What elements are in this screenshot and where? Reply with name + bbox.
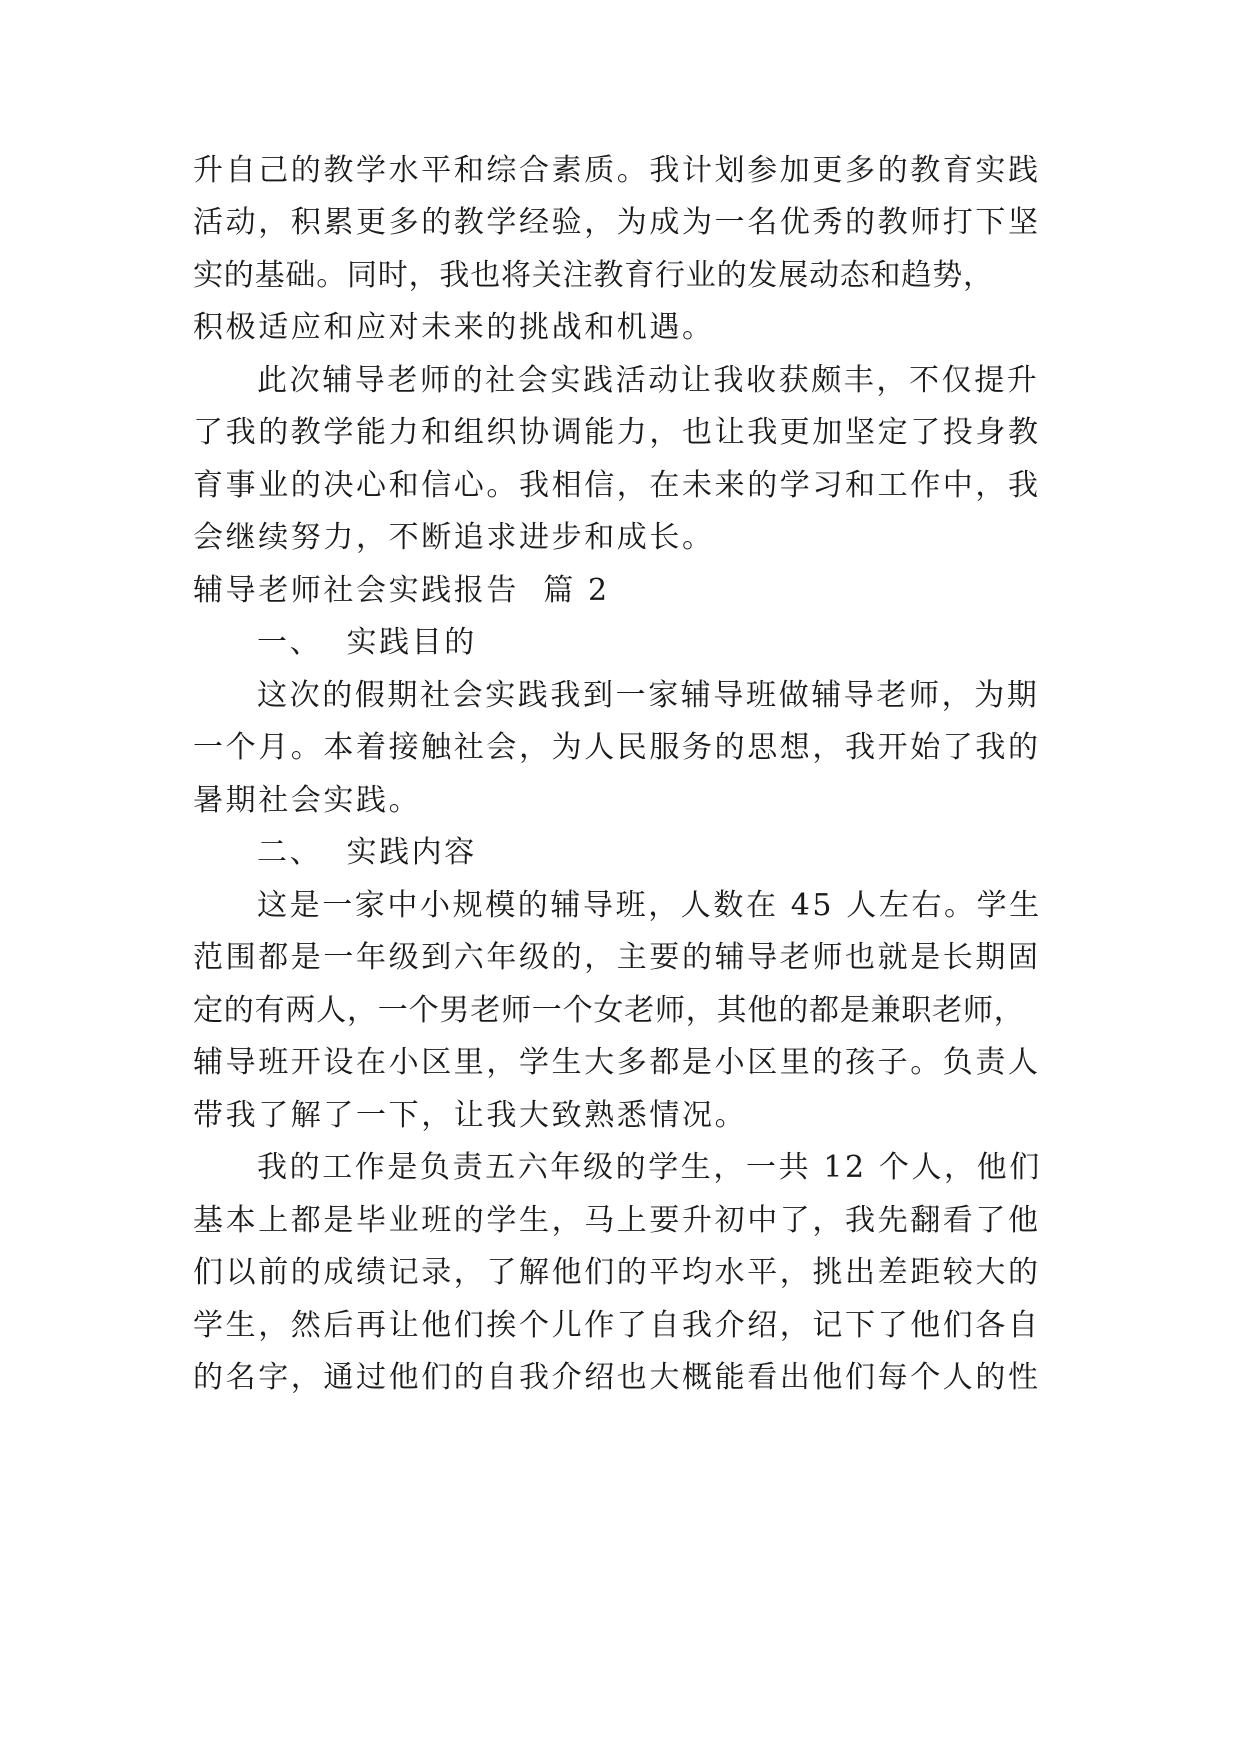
paragraph-line: 一个月。本着接触社会，为人民服务的思想，我开始了我的 <box>193 730 1041 765</box>
paragraph-line: 这是一家中小规模的辅导班，人数在 45 人左右。学生 <box>257 888 1042 923</box>
paragraph-line: 了我的教学能力和组织协调能力，也让我更加坚定了投身教 <box>193 415 1041 450</box>
paragraph-line: 基本上都是毕业班的学生，马上要升初中了，我先翻看了他 <box>193 1203 1041 1238</box>
paragraph-line: 暑期社会实践。 <box>193 783 422 818</box>
paragraph-line: 升自己的教学水平和综合素质。我计划参加更多的教育实践 <box>193 153 1041 188</box>
paragraph-line: 带我了解了一下，让我大致熟悉情况。 <box>193 1098 748 1133</box>
paragraph-line: 实的基础。同时，我也将关注教育行业的发展动态和趋势， <box>193 258 994 293</box>
paragraph-line: 定的有两人，一个男老师一个女老师，其他的都是兼职老师， <box>193 993 1025 1028</box>
paragraph-line: 育事业的决心和信心。我相信，在未来的学习和工作中，我 <box>193 468 1041 503</box>
paragraph-line: 范围都是一年级到六年级的，主要的辅导老师也就是长期固 <box>193 940 1041 975</box>
paragraph-line: 积极适应和应对未来的挑战和机遇。 <box>193 310 715 345</box>
section-heading: 辅导老师社会实践报告 篇 2 <box>193 573 610 608</box>
sub-heading: 二、 实践内容 <box>257 835 477 870</box>
paragraph-line: 辅导班开设在小区里，学生大多都是小区里的孩子。负责人 <box>193 1045 1041 1080</box>
paragraph-line: 们以前的成绩记录，了解他们的平均水平，挑出差距较大的 <box>193 1255 1041 1290</box>
paragraph-line: 会继续努力，不断追求进步和成长。 <box>193 520 715 555</box>
paragraph-line: 这次的假期社会实践我到一家辅导班做辅导老师，为期 <box>257 678 1040 713</box>
paragraph-line: 学生，然后再让他们挨个儿作了自我介绍，记下了他们各自 <box>193 1308 1041 1343</box>
paragraph-line: 此次辅导老师的社会实践活动让我收获颇丰，不仅提升 <box>257 363 1040 398</box>
sub-heading: 一、 实践目的 <box>257 625 477 660</box>
paragraph-line: 活动，积累更多的教学经验，为成为一名优秀的教师打下坚 <box>193 205 1041 240</box>
paragraph-line: 的名字，通过他们的自我介绍也大概能看出他们每个人的性 <box>193 1360 1041 1395</box>
paragraph-line: 我的工作是负责五六年级的学生，一共 12 个人，他们 <box>257 1150 1042 1185</box>
